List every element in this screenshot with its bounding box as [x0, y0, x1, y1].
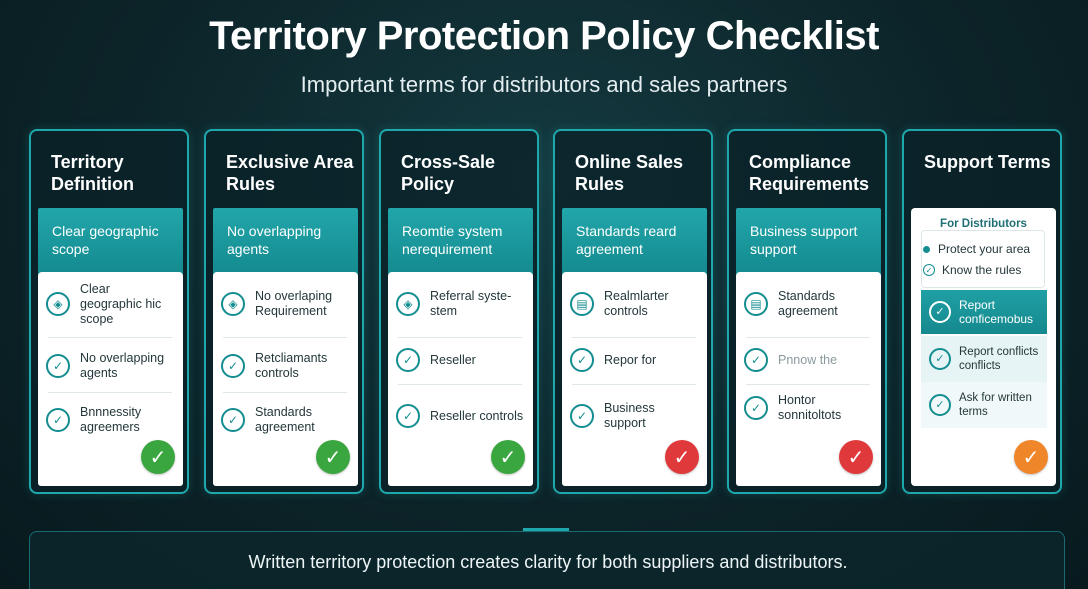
- list-item: [46, 338, 174, 394]
- card-header: No overlapping agents: [213, 208, 358, 278]
- list-item: [923, 242, 1030, 256]
- checklist-cards: [29, 129, 1065, 494]
- item-text: Clear geographic hic scope: [80, 281, 162, 326]
- item-text: Repor for: [604, 352, 657, 367]
- item-text: Pnnow the: [778, 352, 838, 367]
- layers-icon: ◈: [221, 292, 245, 316]
- list-item: [46, 276, 174, 332]
- list-item: [921, 382, 1047, 428]
- item-text: Report conficemobus: [959, 298, 1034, 326]
- card-title: Exclusive Area Rules: [226, 152, 354, 194]
- item-text: Hontor sonnitoltots: [778, 393, 842, 422]
- card-title: Online Sales Rules: [575, 152, 684, 194]
- check-circle-icon: ✓: [396, 404, 420, 428]
- page-subtitle: Important terms for distributors and sales partners: [300, 72, 788, 97]
- item-text: No overlapping agents: [80, 351, 165, 380]
- check-circle-icon: ✓: [923, 264, 935, 276]
- list-item: [221, 276, 349, 332]
- document-icon: ▤: [570, 292, 594, 316]
- card-cross-sale-policy: [379, 129, 539, 494]
- refresh-check-icon: ✓: [929, 348, 951, 370]
- footer-text: Written territory protection creates clarity for both suppliers and distributors.: [248, 552, 848, 572]
- document-icon: ▤: [744, 292, 768, 316]
- distributors-box: [921, 230, 1045, 288]
- check-circle-icon: ✓: [46, 408, 70, 432]
- highlight-item: [921, 290, 1047, 334]
- list-item: [923, 263, 1021, 277]
- list-item: [396, 388, 524, 444]
- list-item: [570, 276, 698, 332]
- item-text: Reseller: [430, 352, 476, 367]
- check-circle-icon: ✓: [929, 301, 951, 323]
- list-item: [570, 332, 698, 388]
- list-item: [744, 380, 872, 436]
- bullet-icon: [923, 246, 930, 253]
- divider: [398, 384, 522, 385]
- card-title: Cross-Sale Policy: [401, 152, 496, 194]
- status-check-icon: ✓: [1014, 440, 1048, 474]
- check-circle-icon: ✓: [221, 408, 245, 432]
- item-text: Standards agreement: [778, 289, 838, 318]
- item-text: Retcliamants controls: [255, 351, 328, 380]
- item-text: Business support: [604, 401, 655, 430]
- check-circle-icon: ✓: [46, 354, 70, 378]
- check-circle-icon: ✓: [396, 348, 420, 372]
- light-item: [921, 336, 1047, 382]
- check-circle-icon: ✓: [744, 396, 768, 420]
- list-item: [396, 332, 524, 388]
- card-support-terms: [902, 129, 1062, 494]
- card-title: Support Terms: [924, 152, 1051, 172]
- card-title: Compliance Requirements: [749, 152, 870, 194]
- card-compliance-requirements: [727, 129, 887, 494]
- page-title: Territory Protection Policy Checklist: [209, 14, 879, 58]
- distributors-title: For Distributors: [940, 218, 1027, 230]
- item-text: Referral syste-stem: [430, 289, 512, 318]
- layers-icon: ◈: [46, 292, 70, 316]
- status-check-icon: ✓: [141, 440, 175, 474]
- item-text: Know the rules: [942, 263, 1022, 277]
- item-text: Protect your area: [938, 242, 1031, 256]
- card-header: Business support support: [736, 208, 881, 278]
- card-header: Standards reard agreement: [562, 208, 707, 278]
- list-item: [744, 276, 872, 332]
- list-item: [396, 276, 524, 332]
- item-text: Bnnnessity agreemers: [80, 405, 142, 434]
- check-circle-icon: ✓: [221, 354, 245, 378]
- item-text: Reseller controls: [430, 408, 524, 423]
- status-check-icon: ✓: [839, 440, 873, 474]
- check-circle-icon: ✓: [929, 394, 951, 416]
- item-text: Report conflicts conflicts: [959, 346, 1039, 372]
- item-text: Realmlarter controls: [604, 289, 669, 318]
- card-title: Territory Definition: [51, 152, 134, 194]
- status-check-icon: ✓: [665, 440, 699, 474]
- item-text: Standards agreement: [255, 405, 315, 434]
- layers-icon: ◈: [396, 292, 420, 316]
- check-circle-icon: ✓: [570, 348, 594, 372]
- card-territory-definition: [29, 129, 189, 494]
- check-circle-icon: ✓: [744, 348, 768, 372]
- card-exclusive-area-rules: [204, 129, 364, 494]
- divider: [572, 384, 696, 385]
- item-text: No overlaping Requirement: [255, 289, 333, 318]
- status-check-icon: ✓: [316, 440, 350, 474]
- status-check-icon: ✓: [491, 440, 525, 474]
- card-header: Clear geographic scope: [38, 208, 183, 278]
- card-header: Reomtie system nerequirement: [388, 208, 533, 278]
- footer-banner: [29, 531, 1065, 589]
- list-item: [570, 388, 698, 444]
- card-online-sales-rules: [553, 129, 713, 494]
- item-text: Ask for written terms: [959, 392, 1032, 418]
- check-circle-icon: ✓: [570, 404, 594, 428]
- list-item: [221, 338, 349, 394]
